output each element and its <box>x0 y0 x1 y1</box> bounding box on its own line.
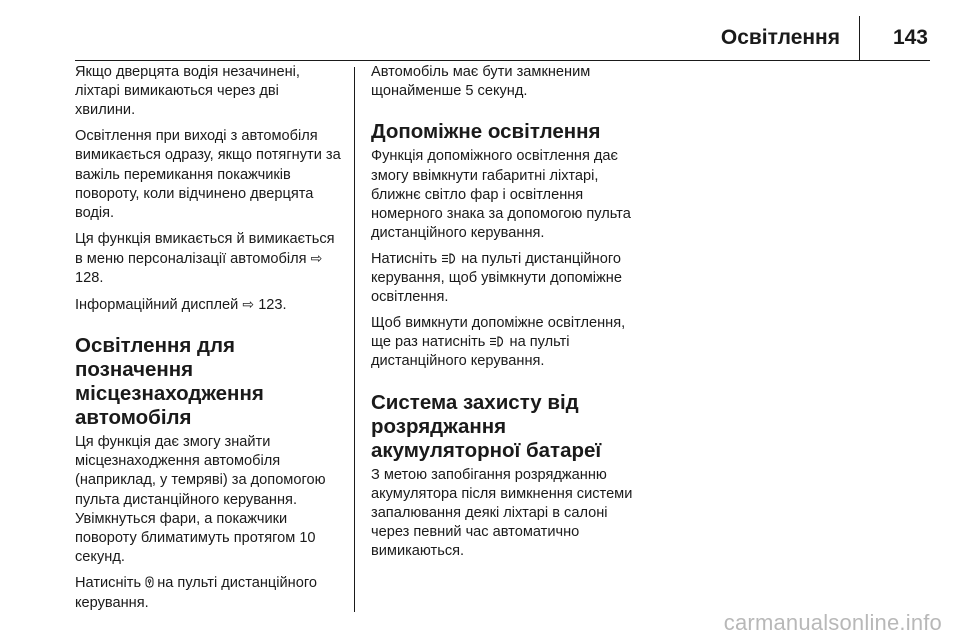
page-header <box>75 16 930 56</box>
header-rule <box>75 60 930 61</box>
column-divider <box>354 67 355 612</box>
left-column <box>75 63 343 620</box>
watermark: carmanualsonline.info <box>723 610 942 635</box>
paragraph: Автомобіль має бути замкненим щонайменше 5 секунд. <box>371 64 591 100</box>
section-title: Освітлення <box>720 26 840 49</box>
paragraph: Щоб вимкнути допоміжне освітлення, ще раз натисніть на пульті дистанційного керування. <box>371 315 626 370</box>
paragraph: Освітлення при виході з автомобіля вимикається одразу, якщо потягнути за важіль перемикання покажчиків повороту, коли відчинено дверцята водія. <box>75 128 341 221</box>
paragraph: Ця функція вмикається й вимикається в меню персоналізації автомобіля ⇨ 128. <box>75 230 335 287</box>
header-divider <box>859 16 860 60</box>
headlight-icon <box>489 334 509 350</box>
paragraph: З метою запобігання розряджанню акумулятора після вимкнення системи запалювання деякі ліхтарі в салоні через певний час автоматично вимикаються. <box>371 466 633 560</box>
headlight-icon <box>441 251 461 267</box>
paragraph: Натисніть на пульті дистанційного керування. <box>75 574 317 612</box>
paragraph: Функція допоміжного освітлення дає змогу ввімкнути габаритні ліхтарі, ближнє світло фар і освітлення номерного знака за допомогою пульта дистанційного керування. <box>371 148 631 242</box>
page-number: 143 <box>892 26 928 49</box>
reference-arrow-icon: ⇨ <box>310 249 323 266</box>
section-heading: Система захисту від розряджання акумуляторної батареї <box>371 390 602 462</box>
reference-arrow-icon: ⇨ <box>242 295 255 312</box>
page-reference[interactable]: 123. <box>258 296 287 313</box>
locator-key-icon <box>145 578 157 590</box>
page-reference[interactable]: 128. <box>75 270 104 287</box>
paragraph: Ця функція дає змогу знайти місцезнаходження автомобіля (наприклад, у темряві) за допомогою пульта дистанційного керування. Увімкнуться фари, а покажчики повороту блиматимуть протягом 10 секунд. <box>75 433 326 566</box>
paragraph: Інформаційний дисплей ⇨ 123. <box>75 295 287 313</box>
section-heading: Допоміжне освітлення <box>371 120 601 144</box>
section-heading: Освітлення для позначення місцезнаходження автомобіля <box>75 333 264 429</box>
paragraph: Якщо дверцята водія незачинені, ліхтарі вимикаються через дві хвилини. <box>75 64 300 119</box>
right-column <box>371 63 639 568</box>
paragraph: Натисніть на пульті дистанційного керування, щоб увімкнути допоміжне освітлення. <box>371 250 622 306</box>
